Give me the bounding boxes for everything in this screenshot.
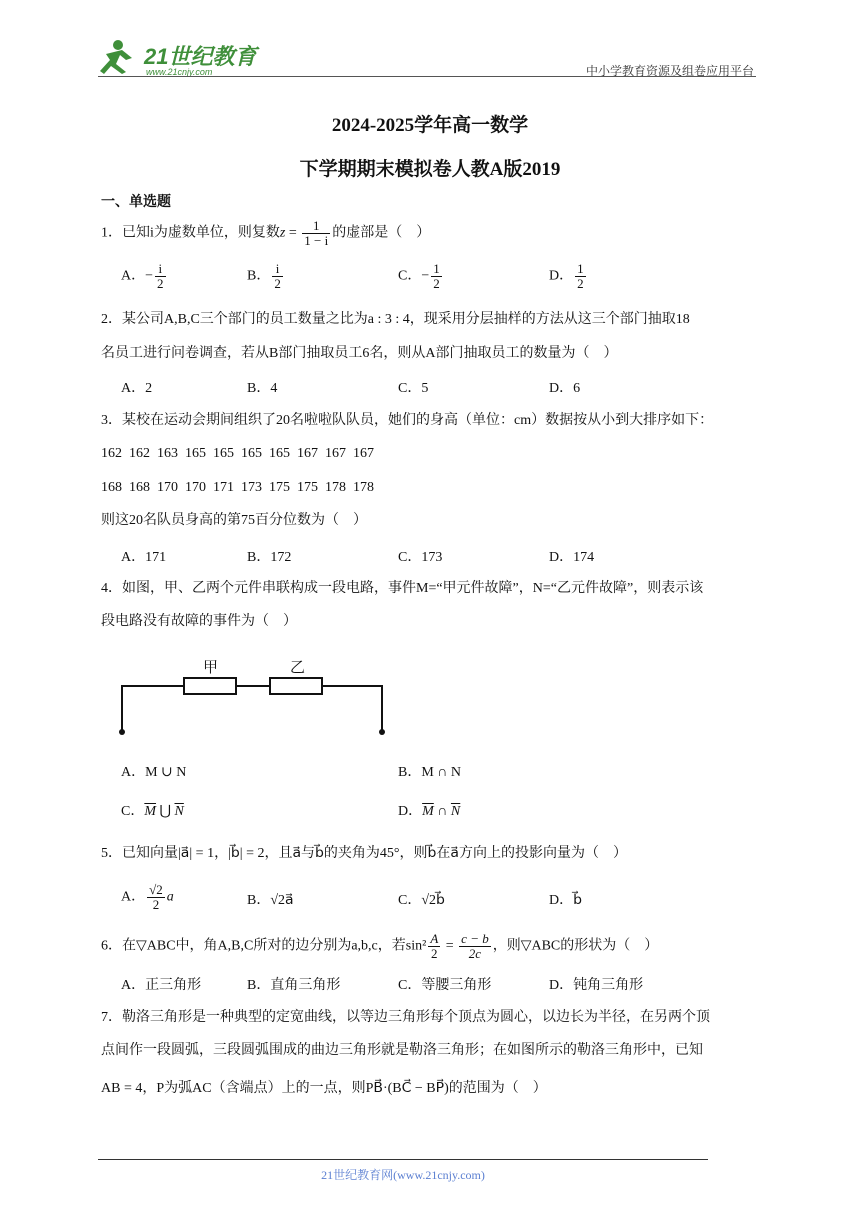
section-heading: 一、单选题 <box>101 193 171 209</box>
q1-var: z <box>279 225 286 241</box>
title-line-1: 2024-2025学年高一数学 <box>331 115 529 136</box>
circuit-diagram <box>110 652 400 742</box>
q7-line-1: 7．勒洛三角形是一种典型的定宽曲线，以等边三角形每个顶点为圆心，以边长为半径，在另两个顶 <box>101 1010 710 1025</box>
q2-option-c[interactable]: C．5 <box>398 381 429 396</box>
q2-line-1: 2．某公司A,B,C三个部门的员工数量之比为a : 3 : 4，现采用分层抽样的方法从这三个部门抽取18 <box>101 312 690 327</box>
q1-post: 的虚部是（ ） <box>332 225 431 241</box>
q5-text: 5．已知向量|a⃗| = 1，|b⃗| = 2，且a⃗与b⃗的夹角为45°，则b⃗在a⃗方向上的投影向量为（ ） <box>101 846 627 861</box>
q6-option-a[interactable]: A．正三角形 <box>121 978 202 993</box>
q4-line-1: 4．如图，甲、乙两个元件串联构成一段电路，事件M=“甲元件故障”，N=“乙元件故障”，则表示该 <box>101 581 704 596</box>
q3-line-2: 则这20名队员身高的第75百分位数为（ ） <box>101 513 367 528</box>
q4-line-2: 段电路没有故障的事件为（ ） <box>101 614 297 629</box>
footer-link[interactable]: 21世纪教育网(www.21cnjy.com) <box>321 1168 485 1182</box>
question-6: 6．在▽ABC中，角A,B,C所对的边分别为a,b,c，若sin² $\frac{A}{2}$ = $\frac{c - b}{2c}$ ，则▽ABC的形状为（ ） <box>101 931 659 961</box>
q2-option-d[interactable]: D．6 <box>549 381 581 396</box>
q6-option-d[interactable]: D．钝角三角形 <box>549 978 644 993</box>
site-logo <box>96 36 266 78</box>
q3-option-b[interactable]: B．172 <box>247 550 292 565</box>
q1-pre: 1．已知i为虚数单位，则复数 <box>101 225 280 241</box>
q1-fraction: $\frac{1}{1 - i}$ <box>304 218 329 248</box>
q4-option-b[interactable]: B．M ∩ N <box>398 765 462 780</box>
q7-line-3: AB = 4，P为弧AC（含端点）上的一点，则PB⃗·(BC⃗ − BP⃗)的范围为（ ） <box>101 1081 547 1096</box>
q3-data-row-2: 168 168 170 170 171 173 175 175 178 178 <box>101 480 374 495</box>
q4-option-a[interactable]: A．M ∪ N <box>121 765 187 780</box>
q2-option-a[interactable]: A．2 <box>121 381 153 396</box>
q5-option-c[interactable]: C．√2b⃗ <box>398 893 445 908</box>
logo-url: www.21cnjy.com <box>146 67 213 77</box>
q5-option-a[interactable]: A． $\frac{√2}{2}$ a⃗ <box>121 882 185 912</box>
footer-divider <box>98 1159 708 1160</box>
q4-option-d[interactable]: D．$\overline{M}$ ∩ $\overline{N}$ <box>398 804 461 819</box>
q3-data-row-1: 162 162 163 165 165 165 165 167 167 167 <box>101 446 374 461</box>
q4-option-c[interactable]: C．$\overline{M}$ ⋃ $\overline{N}$ <box>121 804 184 819</box>
q1-eq: = <box>285 225 301 241</box>
q3-line-1: 3．某校在运动会期间组织了20名啦啦队队员，她们的身高（单位：cm）数据按从小到大排序如下： <box>101 413 714 428</box>
header-platform-name: 中小学教育资源及组卷应用平台 <box>585 64 754 78</box>
q2-option-b[interactable]: B．4 <box>247 381 278 396</box>
q7-line-2: 点间作一段圆弧，三段圆弧围成的曲边三角形就是勒洛三角形；在如图所示的勒洛三角形中，已知 <box>101 1043 703 1058</box>
q5-option-d[interactable]: D．b⃗ <box>549 893 582 908</box>
q1-option-b[interactable]: B． $\frac{i}{2}$ <box>247 261 281 291</box>
q1-option-a[interactable]: A．− $\frac{i}{2}$ <box>121 261 164 291</box>
q6-option-c[interactable]: C．等腰三角形 <box>398 978 492 993</box>
question-1 <box>101 219 430 248</box>
title-line-2: 下学期期末模拟卷人教A版2019 <box>299 159 561 180</box>
header-divider <box>98 76 756 77</box>
component-yi-label: 乙 <box>290 658 306 676</box>
q3-option-d[interactable]: D．174 <box>549 550 595 565</box>
q2-line-2: 名员工进行问卷调查，若从B部门抽取员工6名，则从A部门抽取员工的数量为（ ） <box>101 346 618 361</box>
logo-text: 21世纪教育 <box>144 44 257 69</box>
component-jia-label: 甲 <box>203 658 219 676</box>
q3-option-c[interactable]: C．173 <box>398 550 443 565</box>
q6-option-b[interactable]: B．直角三角形 <box>247 978 341 993</box>
q1-option-c[interactable]: C．− $\frac{1}{2}$ <box>398 261 440 291</box>
q1-option-d[interactable]: D． $\frac{1}{2}$ <box>549 261 584 291</box>
q3-option-a[interactable]: A．171 <box>121 550 167 565</box>
q5-option-b[interactable]: B．√2a⃗ <box>247 893 294 908</box>
